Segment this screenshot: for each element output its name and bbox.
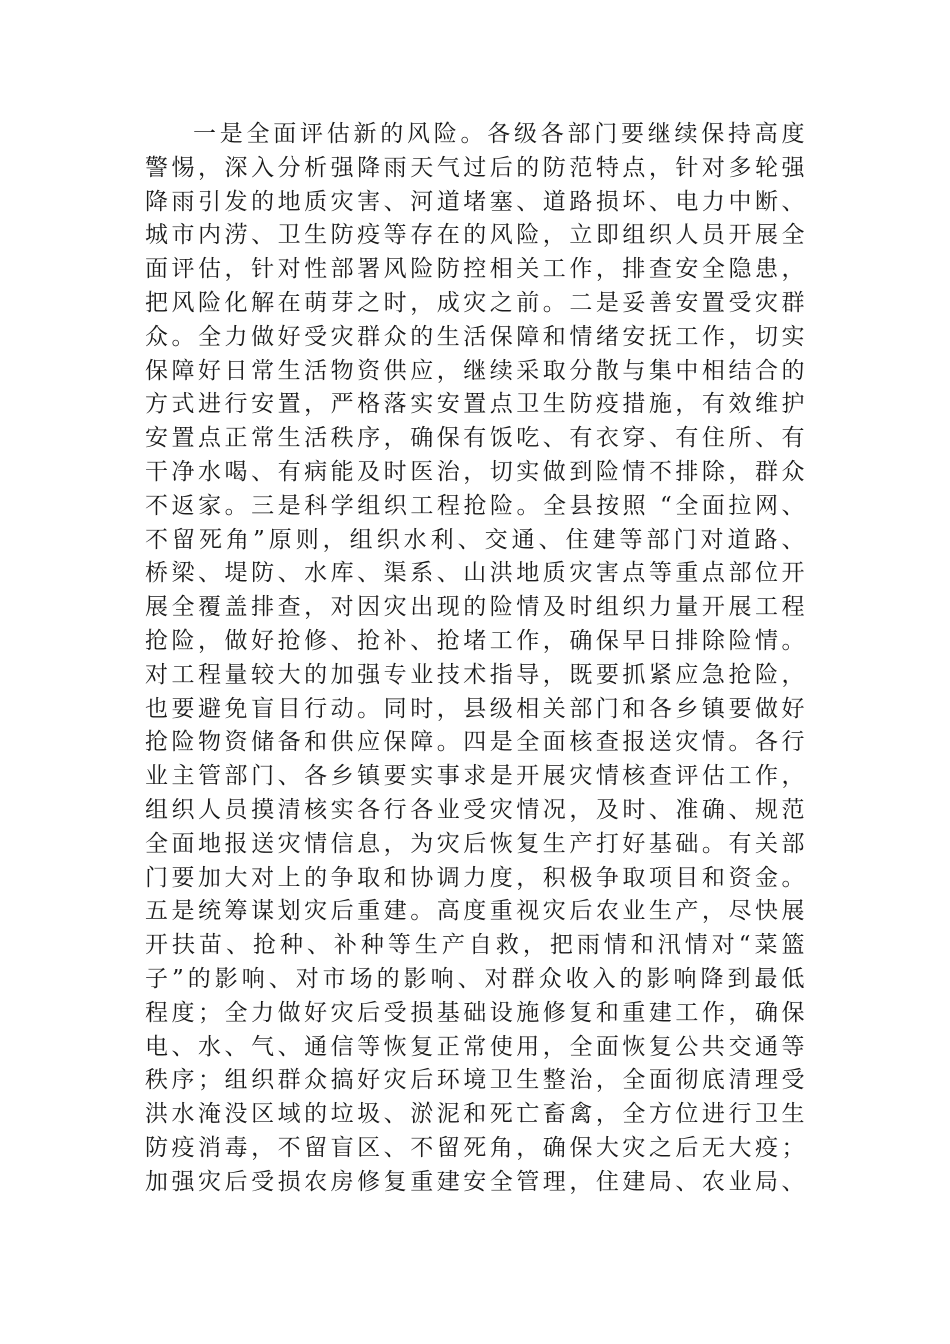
text-line: 方式进行安置，严格落实安置点卫生防疫措施，有效维护: [145, 391, 805, 418]
text-line: 展全覆盖排查，对因灾出现的险情及时组织力量开展工程: [145, 594, 805, 621]
text-line: 桥梁、堤防、水库、渠系、山洪地质灾害点等重点部位开: [145, 560, 805, 587]
text-line: 安置点正常生活秩序，确保有饭吃、有衣穿、有住所、有: [145, 425, 805, 452]
text-line: 开扶苗、抢种、补种等生产自救，把雨情和汛情对“菜篮: [145, 932, 805, 959]
text-line: 业主管部门、各乡镇要实事求是开展灾情核查评估工作，: [145, 763, 805, 790]
text-line: 门要加大对上的争取和协调力度，积极争取项目和资金。: [145, 864, 805, 891]
text-line: 不留死角”原则，组织水利、交通、住建等部门对道路、: [145, 526, 805, 553]
text-line: 对工程量较大的加强专业技术指导，既要抓紧应急抢险，: [145, 661, 805, 688]
text-line: 干净水喝、有病能及时医治，切实做到险情不排除，群众: [145, 458, 805, 485]
text-line: 众。全力做好受灾群众的生活保障和情绪安抚工作，切实: [145, 323, 805, 350]
text-line: 秩序；组织群众搞好灾后环境卫生整治，全面彻底清理受: [145, 1067, 805, 1094]
text-line: 洪水淹没区域的垃圾、淤泥和死亡畜禽，全方位进行卫生: [145, 1101, 805, 1128]
text-line: 程度；全力做好灾后受损基础设施修复和重建工作，确保: [145, 999, 805, 1026]
text-line: 电、水、气、通信等恢复正常使用，全面恢复公共交通等: [145, 1033, 805, 1060]
text-line: 警惕，深入分析强降雨天气过后的防范特点，针对多轮强: [145, 154, 805, 181]
text-line: 把风险化解在萌芽之时，成灾之前。二是妥善安置受灾群: [145, 289, 805, 316]
text-line: 一是全面评估新的风险。各级各部门要继续保持高度: [193, 121, 805, 147]
text-line: 五是统筹谋划灾后重建。高度重视灾后农业生产，尽快展: [145, 898, 805, 925]
text-line: 面评估，针对性部署风险防控相关工作，排查安全隐患，: [145, 256, 805, 283]
text-line: 子”的影响、对市场的影响、对群众收入的影响降到最低: [145, 965, 805, 992]
text-line: 抢险物资储备和供应保障。四是全面核查报送灾情。各行: [145, 729, 805, 756]
text-line: 不返家。三是科学组织工程抢险。全县按照 “全面拉网、: [145, 492, 805, 519]
text-line: 防疫消毒，不留盲区、不留死角，确保大灾之后无大疫；: [145, 1134, 805, 1161]
text-line: 全面地报送灾情信息，为灾后恢复生产打好基础。有关部: [145, 830, 805, 857]
text-line: 城市内涝、卫生防疫等存在的风险，立即组织人员开展全: [145, 222, 805, 249]
document-body: [145, 118, 805, 1200]
text-line: 组织人员摸清核实各行各业受灾情况，及时、准确、规范: [145, 796, 805, 823]
text-line: 抢险，做好抢修、抢补、抢堵工作，确保早日排除险情。: [145, 627, 805, 654]
text-line: 也要避免盲目行动。同时，县级相关部门和各乡镇要做好: [145, 695, 805, 722]
text-line: 加强灾后受损农房修复重建安全管理，住建局、农业局、: [145, 1168, 805, 1195]
text-line: 保障好日常生活物资供应，继续采取分散与集中相结合的: [145, 357, 805, 384]
text-line: 降雨引发的地质灾害、河道堵塞、道路损坏、电力中断、: [145, 188, 805, 215]
